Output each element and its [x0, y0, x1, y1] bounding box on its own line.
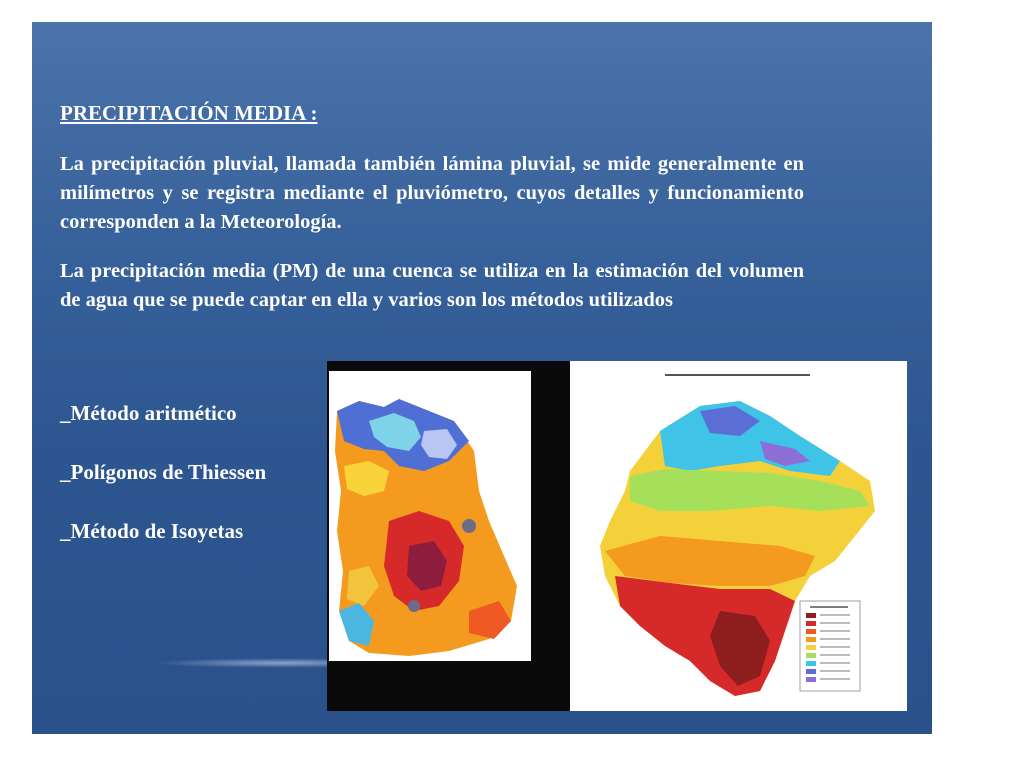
slide-text [60, 100, 804, 335]
maps-image [327, 361, 907, 711]
slide-title: PRECIPITACIÓN MEDIA : [60, 101, 318, 125]
method-item-isoyetas: _Método de Isoyetas [60, 519, 244, 543]
method-item-aritmetico: _Método aritmético [60, 401, 237, 425]
precipitation-map-right [570, 361, 907, 711]
paragraph-definition: La precipitación pluvial, llamada también lámina pluvial, se mide generalmente en milímetros y se registra mediante el pluviómetro, cuyos detalles y funcionamiento corresponden a la Meteorología. [60, 153, 804, 233]
method-item-thiessen: _Polígonos de Thiessen [60, 460, 267, 484]
paragraph-usage: La precipitación media (PM) de una cuenca se utiliza en la estimación del volumen de agua que se puede captar en ella y varios son los métodos utilizados [60, 260, 804, 311]
methods-list [60, 398, 266, 575]
isohyet-map-left [329, 371, 531, 661]
slide [32, 22, 932, 734]
